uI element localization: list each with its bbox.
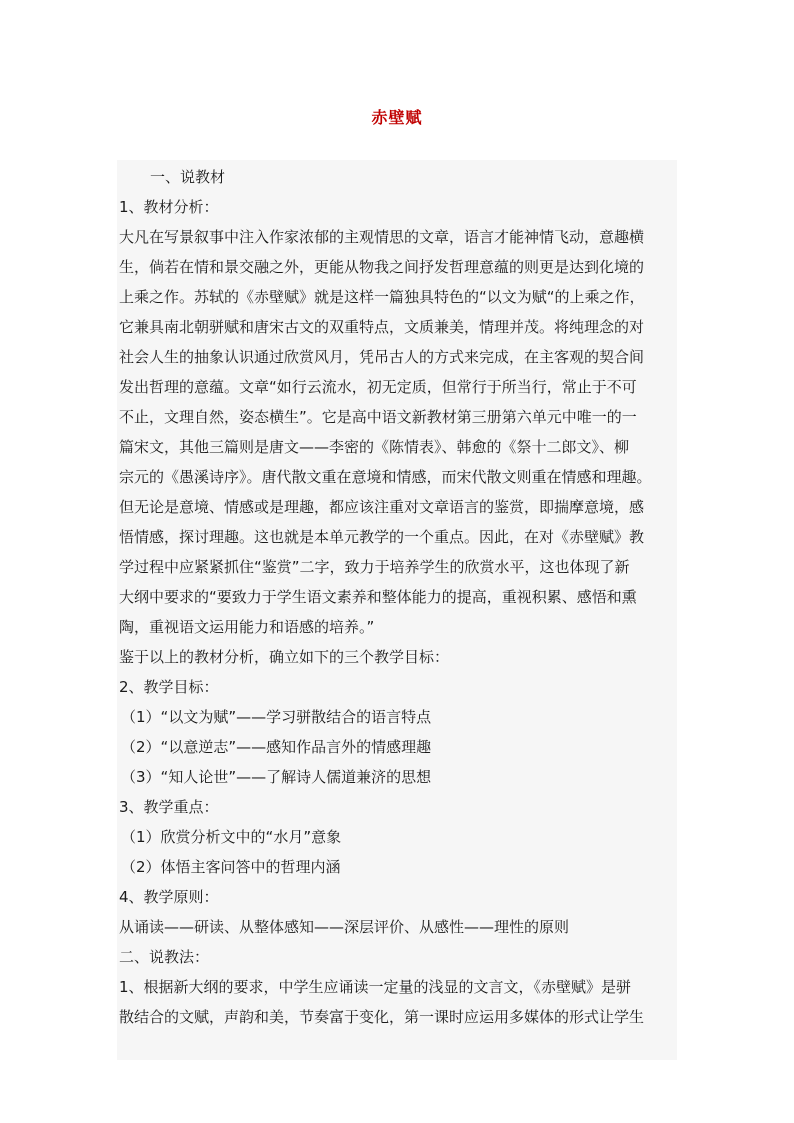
paragraph-line: 社会人生的抽象认识通过欣赏风月，凭吊古人的方式来完成，在主客观的契合间 <box>119 348 645 366</box>
paragraph-line: 1、根据新大纲的要求，中学生应诵读一定量的浅显的文言文，《赤壁赋》是骈 <box>119 978 632 996</box>
section-heading: 一、说教材 <box>150 168 226 186</box>
list-item: （3）“知人论世”——了解诗人儒道兼济的思想 <box>121 768 432 786</box>
paragraph-line: 鉴于以上的教材分析，确立如下的三个教学目标： <box>119 648 450 666</box>
document-title: 赤壁赋 <box>371 108 423 127</box>
paragraph-line: 生，倘若在情和景交融之外，更能从物我之间抒发哲理意蕴的则更是达到化境的 <box>119 258 645 276</box>
paragraph-line: 但无论是意境、情感或是理趣，都应该注重对文章语言的鉴赏，即揣摩意境，感 <box>119 498 645 516</box>
paragraph-line: 大凡在写景叙事中注入作家浓郁的主观情思的文章，语言才能神情飞动，意趣横 <box>119 228 645 246</box>
list-item: （2）体悟主客问答中的哲理内涵 <box>121 858 341 876</box>
list-item: （1）“以文为赋”——学习骈散结合的语言特点 <box>121 708 432 726</box>
paragraph-line: 学过程中应紧紧抓住“鉴赏”二字，致力于培养学生的欣赏水平，这也体现了新 <box>119 558 630 576</box>
paragraph-line: 陶，重视语文运用能力和语感的培养。” <box>119 618 375 636</box>
paragraph-line: 发出哲理的意蕴。文章“如行云流水，初无定质，但常行于所当行，常止于不可 <box>119 378 637 396</box>
paragraph-line: 上乘之作。苏轼的《赤壁赋》就是这样一篇独具特色的“以文为赋“的上乘之作， <box>119 288 645 306</box>
paragraph-line: 不止，文理自然，姿态横生”。它是高中语文新教材第三册第六单元中唯一的一 <box>119 408 637 426</box>
section-heading: 二、说教法： <box>119 948 210 966</box>
paragraph-line: 从诵读——研读、从整体感知——深层评价、从感性——理性的原则 <box>119 918 570 936</box>
paragraph-line: 悟情感，探讨理趣。这也就是本单元教学的一个重点。因此，在对《赤壁赋》教 <box>119 528 645 546</box>
paragraph-line: 篇宋文，其他三篇则是唐文——李密的《陈情表》、韩愈的《祭十二郎文》、柳 <box>119 438 630 456</box>
paragraph-line: 大纲中要求的“要致力于学生语文素养和整体能力的提高，重视积累、感悟和熏 <box>119 588 637 606</box>
subsection-heading: 1、教材分析： <box>119 198 219 216</box>
subsection-heading: 4、教学原则： <box>119 888 219 906</box>
list-item: （1）欣赏分析文中的“水月”意象 <box>121 828 342 846</box>
subsection-heading: 2、教学目标： <box>119 678 219 696</box>
list-item: （2）“以意逆志”——感知作品言外的情感理趣 <box>121 738 432 756</box>
paragraph-line: 宗元的《愚溪诗序》。唐代散文重在意境和情感，而宋代散文则重在情感和理趣。 <box>119 468 652 486</box>
subsection-heading: 3、教学重点： <box>119 798 219 816</box>
paragraph-line: 散结合的文赋，声韵和美，节奏富于变化，第一课时应运用多媒体的形式让学生 <box>119 1008 645 1026</box>
paragraph-line: 它兼具南北朝骈赋和唐宋古文的双重特点，文质兼美，情理并茂。将纯理念的对 <box>119 318 645 336</box>
